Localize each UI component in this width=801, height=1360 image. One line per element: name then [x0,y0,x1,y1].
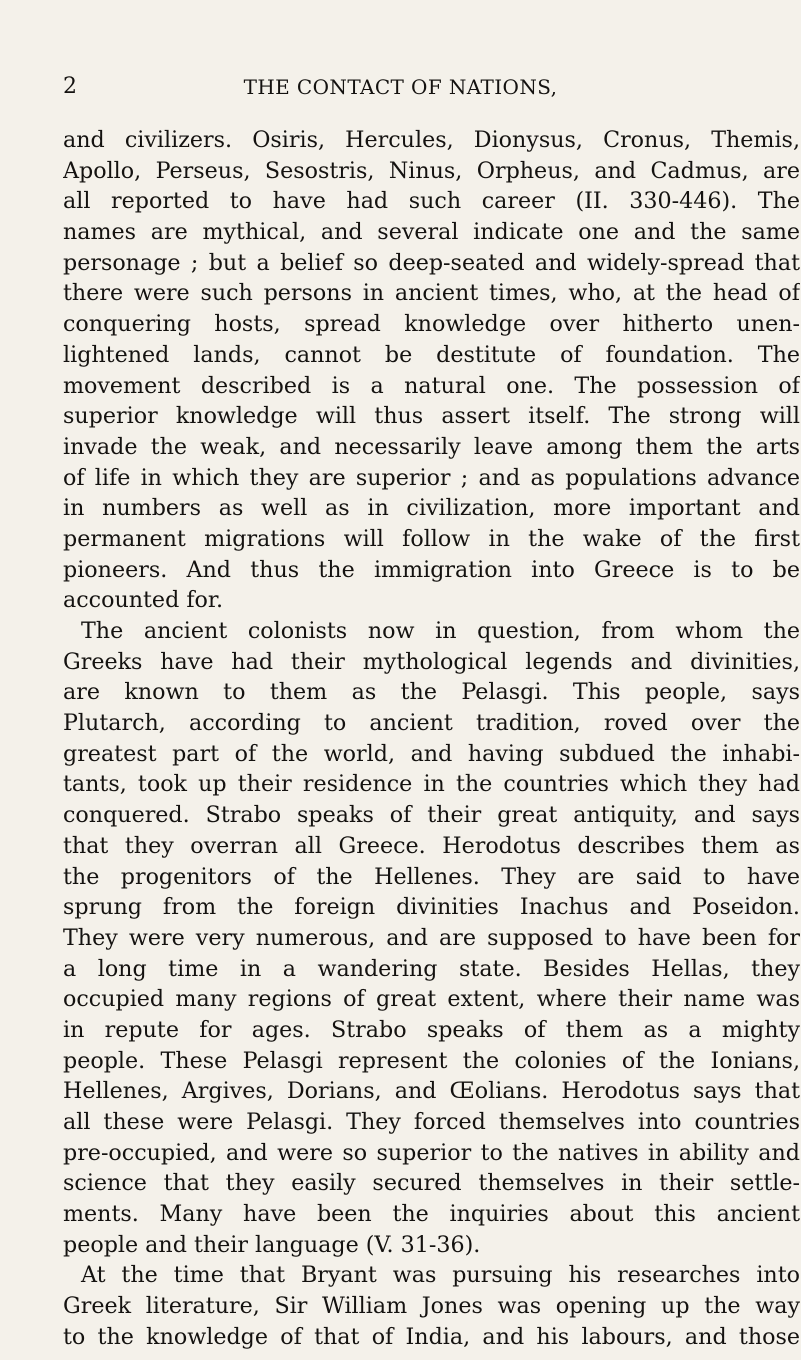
text-line: that they overran all Greece. Herodotus describes them as [63,832,800,859]
text-line: conquering hosts, spread knowledge over hitherto unen- [63,311,800,338]
text-line: there were such persons in ancient times, who, at the head of [63,280,800,307]
text-line: all these were Pelasgi. They forced themselves into countries [63,1109,800,1135]
text-line: Hellenes, Argives, Dorians, and Œolians. Herodotus says that [63,1078,800,1105]
text-line: superior knowledge will thus assert itself. The strong will [63,403,800,430]
text-line: pre-occupied, and were so superior to the natives in ability and [63,1139,800,1166]
text-line: lightened lands, cannot be destitute of foundation. The [63,341,800,368]
text-line: permanent migrations will follow in the wake of the first [63,525,800,552]
text-line: all reported to have had such career (II. 330-446). The [63,188,800,215]
text-line: of life in which they are superior ; and as populations advance [63,464,800,491]
text-line: people. These Pelasgi represent the colonies of the Ionians, [63,1047,800,1074]
page-number: 2 [63,74,77,99]
text-line: personage ; but a belief so deep-seated and widely-spread that [63,249,800,276]
text-line: movement described is a natural one. The possession of [63,372,800,399]
text-line: Apollo, Perseus, Sesostris, Ninus, Orpheus, and Cadmus, are [63,157,800,184]
page-header [0,70,801,104]
text-line: greatest part of the world, and having subdued the inhabi- [63,740,800,767]
text-line: Plutarch, according to ancient tradition, roved over the [63,710,800,737]
text-line: in numbers as well as in civilization, more important and [63,495,800,522]
body-text [63,125,800,1353]
running-title: THE CONTACT OF NATIONS, [243,75,558,99]
text-line: to the knowledge of that of India, and his labours, and those [63,1323,800,1350]
text-line: ments. Many have been the inquiries about this ancient [63,1201,800,1228]
text-line: Greek literature, Sir William Jones was opening up the way [63,1293,800,1320]
text-line: names are mythical, and several indicate one and the same [63,219,800,246]
text-line: the progenitors of the Hellenes. They are said to have [63,863,800,890]
text-line: sprung from the foreign divinities Inachus and Poseidon. [63,894,800,921]
text-line: conquered. Strabo speaks of their great antiquity, and says [63,802,800,829]
text-line: pioneers. And thus the immigration into Greece is to be [63,556,800,583]
paragraph-start-line: At the time that Bryant was pursuing his researches into [81,1262,800,1289]
text-line: Greeks have had their mythological legends and divinities, [63,648,800,675]
text-line: occupied many regions of great extent, where their name was [63,986,800,1013]
text-line: They were very numerous, and are supposed to have been for [63,924,800,951]
paragraph-end-line: accounted for. [63,587,224,614]
text-line: science that they easily secured themselves in their settle- [63,1170,800,1197]
text-line: in repute for ages. Strabo speaks of them as a mighty [63,1016,800,1043]
text-line: and civilizers. Osiris, Hercules, Dionysus, Cronus, Themis, [63,127,800,153]
paragraph-start-line: The ancient colonists now in question, from whom the [81,618,800,644]
text-line: invade the weak, and necessarily leave among them the arts [63,433,800,460]
paragraph-end-line: people and their language (V. 31-36). [63,1231,481,1258]
text-line: a long time in a wandering state. Besides Hellas, they [63,955,800,982]
text-line: tants, took up their residence in the countries which they had [63,771,800,798]
text-line: are known to them as the Pelasgi. This people, says [63,679,800,706]
